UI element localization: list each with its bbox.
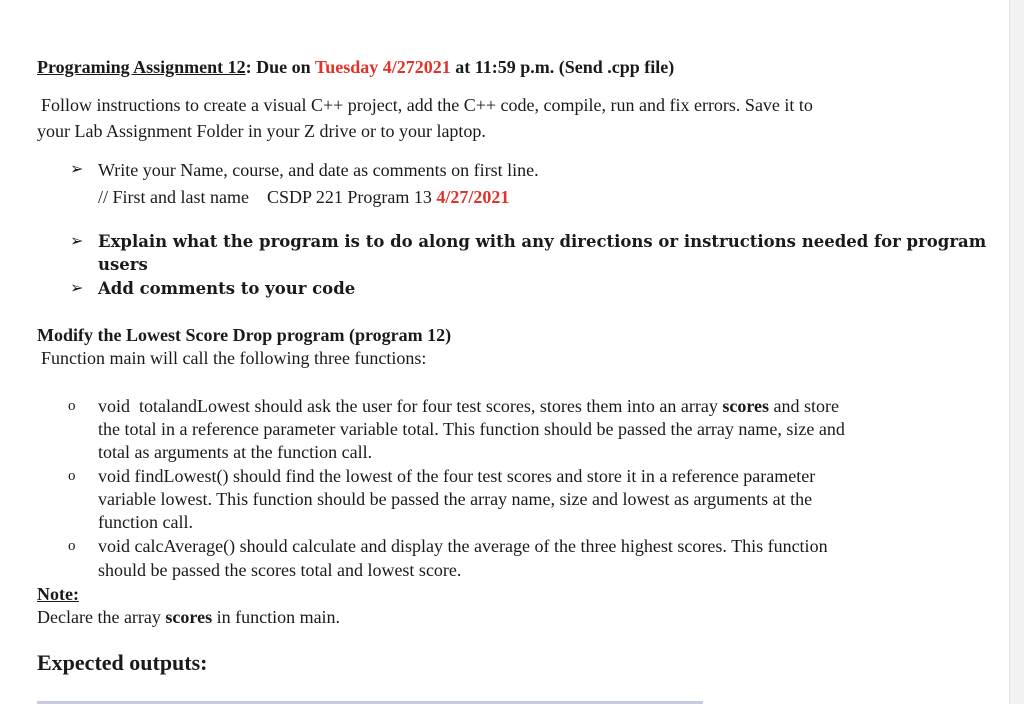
circle-bullet-icon: o [68,538,76,554]
instruction-comments: Add comments to your code [98,279,356,298]
function-1-post: and store [769,396,839,416]
comment-example-text: // First and last name CSDP 221 Program 13 [98,187,432,207]
modify-heading: Modify the Lowest Score Drop program (program 12) [37,325,452,345]
function-1-text: void totalandLowest should ask the user for four test scores, stores them into an array [98,396,723,416]
comment-example-date: 4/27/2021 [436,187,510,207]
note-text [37,606,340,628]
note-pre: Declare the array [37,607,166,627]
arrow-bullet-icon: ➢ [70,280,84,297]
due-prefix: Due on [256,57,315,77]
function-2-line-2: variable lowest. This function should be passed the array name, size and lowest as arguments at the [98,489,813,509]
due-date: Tuesday 4/272021 [314,57,451,77]
circle-bullet-icon: o [68,398,76,414]
note-bold: scores [165,607,213,627]
function-2-line-3: function call. [98,512,193,532]
function-1-line-2: the total in a reference parameter variable total. This function should be passed the array name, size and [98,419,845,439]
function-1-line-1 [98,395,839,417]
scrollbar-track[interactable] [1009,0,1024,704]
title-underlined: Programing Assignment 12 [37,57,246,77]
instruction-name: Write your Name, course, and date as comments on first line. [98,160,539,180]
intro-line-2: your Lab Assignment Folder in your Z drive or to your laptop. [37,121,486,141]
note-label: Note: [37,584,79,604]
arrow-bullet-icon: ➢ [70,161,84,178]
circle-bullet-icon: o [68,468,76,484]
function-3-line-1: void calcAverage() should calculate and display the average of the three highest scores. This function [98,536,828,556]
arrow-bullet-icon: ➢ [70,233,84,250]
instruction-comment-example [98,186,509,208]
function-1-bold: scores [722,396,770,416]
expected-outputs-heading: Expected outputs: [37,650,208,675]
note-post: in function main. [212,607,341,627]
modify-subheading: Function main will call the following three functions: [41,348,427,368]
intro-line-1: Follow instructions to create a visual C++ project, add the C++ code, compile, run and fix errors. Save it to [41,95,813,115]
assignment-title [37,56,674,78]
function-3-line-2: should be passed the scores total and lowest score. [98,560,462,580]
instruction-explain-1: Explain what the program is to do along with any directions or instructions needed for program [98,232,987,251]
function-1-line-3: total as arguments at the function call. [98,442,373,462]
title-colon: : [245,57,257,77]
instruction-explain-2: users [98,255,148,274]
function-2-line-1: void findLowest() should find the lowest of the four test scores and store it in a reference parameter [98,466,816,486]
due-time: at 11:59 p.m. (Send .cpp file) [450,57,675,77]
